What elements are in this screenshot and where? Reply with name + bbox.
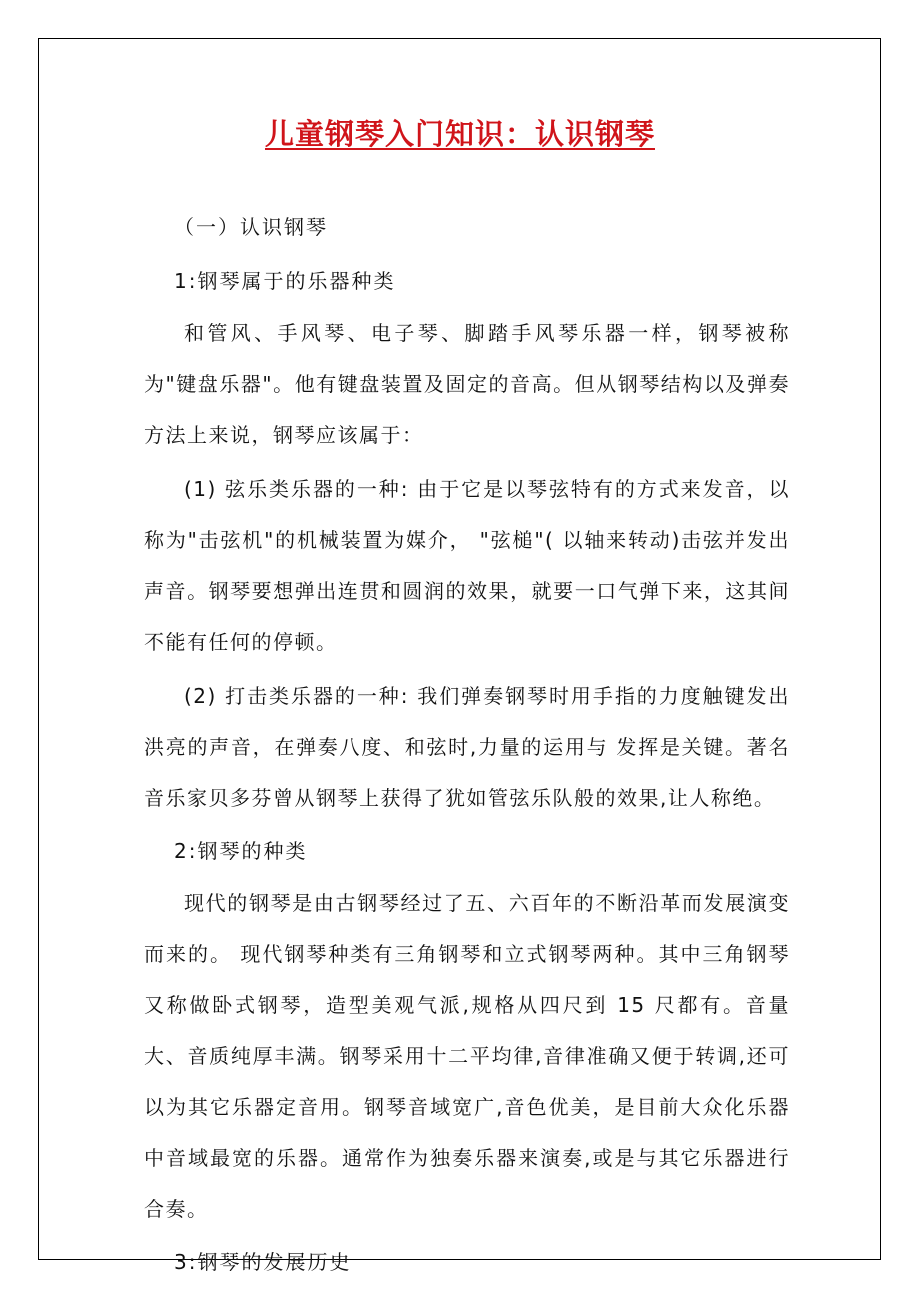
paragraph: (1) 弦乐类乐器的一种: 由于它是以琴弦特有的方式来发音，以称为"击弦机"的机械装置为媒介， "弦槌"( 以轴来转动)击弦并发出声音。钢琴要想弹出连贯和圆润的效果，就要一口气弹下来，这其间不能有任何的停顿。	[144, 477, 790, 654]
document-title: 儿童钢琴入门知识：认识钢琴	[264, 117, 655, 151]
document-body	[144, 200, 790, 1289]
subsection-heading-1: 1:钢琴属于的乐器种类	[174, 269, 396, 293]
paragraph: 现代的钢琴是由古钢琴经过了五、六百年的不断沿革而发展演变而来的。 现代钢琴种类有三角钢琴和立式钢琴两种。其中三角钢琴又称做卧式钢琴，造型美观气派,规格从四尺到 15 尺都有。音量大、音质纯厚丰满。钢琴采用十二平均律,音律准确又便于转调,还可以为其它乐器定音用。钢琴音域宽广,音色优美，是目前大众化乐器中音域最宽的乐器。通常作为独奏乐器来演奏,或是与其它乐器进行合奏。	[144, 891, 790, 1221]
paragraph: (2) 打击类乐器的一种: 我们弹奏钢琴时用手指的力度触键发出洪亮的声音，在弹奏八度、和弦时,力量的运用与 发挥是关键。著名音乐家贝多芬曾从钢琴上获得了犹如管弦乐队般的效果,让人称绝。	[144, 684, 790, 810]
paragraph: 和管风、手风琴、电子琴、脚踏手风琴乐器一样，钢琴被称为"键盘乐器"。他有键盘装置及固定的音高。但从钢琴结构以及弹奏方法上来说，钢琴应该属于：	[144, 321, 790, 447]
subsection-heading-2: 2:钢琴的种类	[174, 839, 308, 863]
subsection-heading-3: 3:钢琴的发展历史	[174, 1250, 352, 1274]
section-heading: （一）认识钢琴	[174, 215, 328, 239]
